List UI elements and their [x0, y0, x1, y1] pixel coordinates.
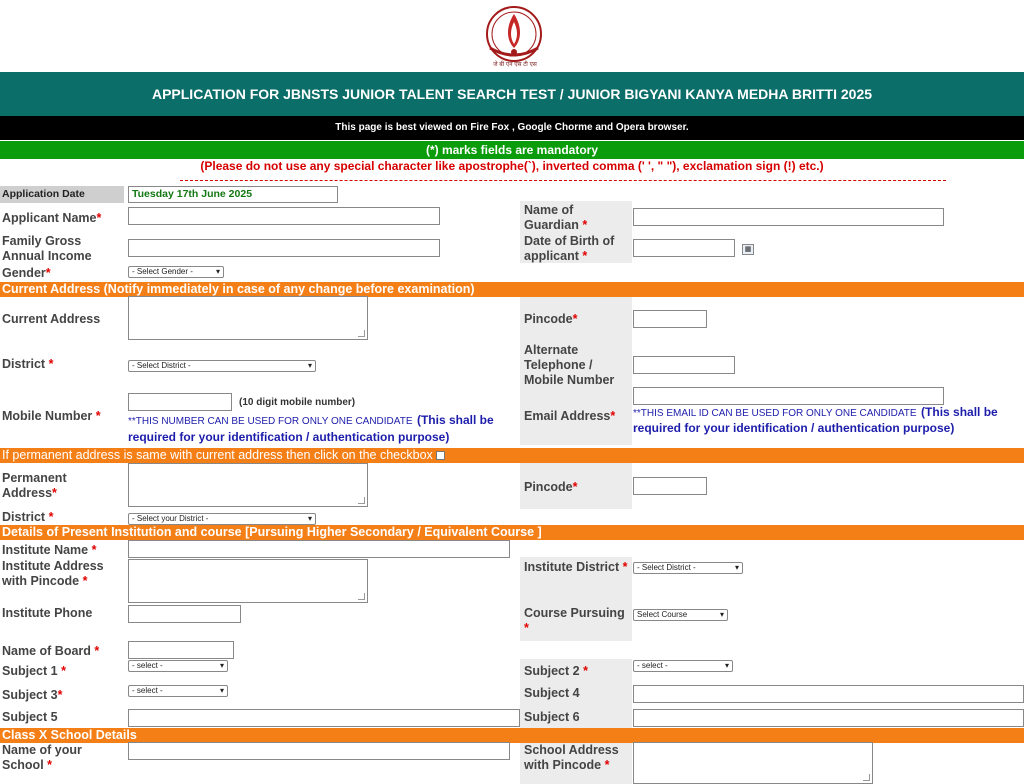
institute-address-label: Institute Address with Pincode * — [2, 559, 104, 588]
institute-district-select[interactable]: - Select District - ▾ — [633, 562, 743, 574]
guardian-name-label: Name of Guardian * — [524, 203, 588, 232]
institute-address-input[interactable] — [128, 559, 368, 603]
permanent-address-section: If permanent address is same with current address then click on the checkbox — [0, 448, 1024, 463]
mobile-hint: (10 digit mobile number) — [239, 397, 356, 408]
institute-phone-label: Institute Phone — [2, 606, 93, 620]
subject4-input[interactable] — [633, 685, 1024, 703]
institute-name-label: Institute Name * — [2, 543, 97, 557]
application-date-value: Tuesday 17th June 2025 — [128, 186, 338, 203]
institute-district-label: Institute District * — [524, 560, 628, 574]
applicant-name-label: Applicant Name* — [2, 211, 102, 225]
course-select[interactable]: Select Course ▾ — [633, 609, 728, 621]
subject1-label: Subject 1 * — [2, 664, 66, 678]
subject3-select[interactable]: - select - ▾ — [128, 685, 228, 697]
application-date-label: Application Date — [0, 186, 124, 203]
subject5-label: Subject 5 — [2, 710, 58, 724]
mobile-label: Mobile Number * — [2, 409, 101, 423]
mobile-note: **THIS NUMBER CAN BE USED FOR ONLY ONE CANDIDATE (This shall be required for your identification / authentication purpose) — [128, 413, 494, 444]
chevron-down-icon: ▾ — [724, 661, 729, 670]
mobile-input[interactable] — [128, 393, 232, 411]
chevron-down-icon: ▾ — [307, 361, 312, 370]
dob-label: Date of Birth of applicant * — [524, 234, 615, 263]
gender-select[interactable]: - Select Gender - ▾ — [128, 266, 224, 278]
permanent-address-input[interactable] — [128, 463, 368, 507]
guardian-name-input[interactable] — [633, 208, 944, 226]
calendar-icon[interactable]: ▦ — [742, 244, 754, 255]
family-income-input[interactable] — [128, 239, 440, 257]
school-address-label: School Address with Pincode * — [524, 743, 619, 772]
subject5-input[interactable] — [128, 709, 520, 727]
district-label: District * — [2, 357, 54, 371]
email-input[interactable] — [633, 387, 944, 405]
chevron-down-icon: ▾ — [219, 661, 224, 670]
gender-label: Gender* — [2, 266, 51, 280]
subject1-select[interactable]: - select - ▾ — [128, 660, 228, 672]
school-name-input[interactable] — [128, 742, 510, 760]
permanent-address-label: Permanent Address* — [2, 471, 67, 500]
alt-phone-input[interactable] — [633, 356, 735, 374]
current-address-input[interactable] — [128, 296, 368, 340]
browser-note: This page is best viewed on Fire Fox , Google Chorme and Opera browser. — [0, 116, 1024, 140]
current-pincode-input[interactable] — [633, 310, 707, 328]
same-address-checkbox[interactable] — [436, 451, 445, 460]
chevron-down-icon: ▾ — [734, 563, 739, 572]
chevron-down-icon: ▾ — [307, 514, 312, 523]
permanent-pincode-input[interactable] — [633, 477, 707, 495]
dob-input[interactable] — [633, 239, 735, 257]
page-title: APPLICATION FOR JBNSTS JUNIOR TALENT SEARCH TEST / JUNIOR BIGYANI KANYA MEDHA BRITTI 2025 — [0, 72, 1024, 116]
school-address-input[interactable] — [633, 742, 873, 784]
current-address-section: Current Address (Notify immediately in case of any change before examination) — [0, 282, 1024, 297]
institute-name-input[interactable] — [128, 540, 510, 558]
divider — [180, 180, 946, 181]
email-note: **THIS EMAIL ID CAN BE USED FOR ONLY ONE CANDIDATE (This shall be required for your identification / authentication purpose) — [633, 405, 998, 435]
email-label: Email Address* — [524, 409, 616, 423]
chevron-down-icon: ▾ — [219, 686, 224, 695]
applicant-name-input[interactable] — [128, 207, 440, 225]
subject4-label: Subject 4 — [524, 686, 580, 700]
subject3-label: Subject 3* — [2, 688, 63, 702]
subject2-label: Subject 2 * — [524, 664, 588, 678]
current-address-label: Current Address — [2, 312, 101, 326]
board-label: Name of Board * — [2, 644, 100, 658]
permanent-pincode-label: Pincode* — [524, 480, 578, 494]
subject2-select[interactable]: - select - ▾ — [633, 660, 733, 672]
chevron-down-icon: ▾ — [719, 610, 724, 619]
district-select[interactable]: - Select District - ▾ — [128, 360, 316, 372]
subject6-input[interactable] — [633, 709, 1024, 727]
school-section: Class X School Details — [0, 728, 1024, 743]
chevron-down-icon: ▾ — [215, 267, 220, 276]
logo-caption: जे बी एन एस टी एस — [493, 62, 537, 68]
family-income-label: Family Gross Annual Income — [2, 234, 92, 263]
current-pincode-label: Pincode* — [524, 312, 578, 326]
course-pursuing-label: Course Pursuing * — [524, 606, 625, 635]
subject6-label: Subject 6 — [524, 710, 580, 724]
mandatory-note: (*) marks fields are mandatory — [0, 141, 1024, 159]
institute-phone-input[interactable] — [128, 605, 241, 623]
institution-section: Details of Present Institution and course [Pursuing Higher Secondary / Equivalent Course ] — [0, 525, 1024, 540]
permanent-district-select[interactable]: - Select your District - ▾ — [128, 513, 316, 525]
alt-phone-label: Alternate Telephone / Mobile Number — [524, 343, 615, 387]
special-char-warning: (Please do not use any special character like apostrophe(`), inverted comma (' ', " "), exclamation sign (!) etc.) — [200, 159, 824, 173]
school-name-label: Name of your School * — [2, 743, 82, 772]
board-input[interactable] — [128, 641, 234, 659]
permanent-district-label: District * — [2, 510, 54, 524]
